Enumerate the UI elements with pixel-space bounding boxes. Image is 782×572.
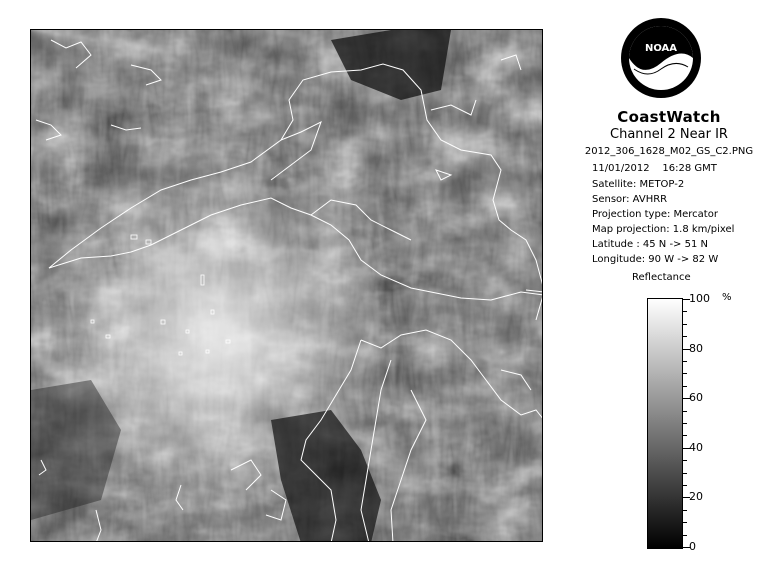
colorbar-tick-label: 0 xyxy=(689,540,696,553)
projection-type: Projection type: Mercator xyxy=(592,209,718,220)
colorbar-tick-label: 60 xyxy=(689,391,703,405)
colorbar-tick xyxy=(683,373,687,374)
colorbar-tick xyxy=(683,311,687,312)
colorbar-tick-label: 40 xyxy=(689,440,703,454)
colorbar-tick xyxy=(683,386,687,387)
satellite-label: Satellite: METOP-2 xyxy=(592,179,685,190)
colorbar-tick xyxy=(683,423,687,424)
colorbar-tick-label: 20 xyxy=(689,490,703,504)
legend-title: Reflectance xyxy=(632,272,691,283)
legend-unit: % xyxy=(722,292,732,303)
satellite-image xyxy=(30,29,543,542)
colorbar-tick xyxy=(683,361,687,362)
product-title: CoastWatch xyxy=(617,108,721,126)
sensor-label: Sensor: AVHRR xyxy=(592,194,668,205)
date-time-row xyxy=(592,163,717,174)
colorbar-tick xyxy=(683,485,687,486)
map-projection: Map projection: 1.8 km/pixel xyxy=(592,224,735,235)
colorbar-tick xyxy=(683,473,687,474)
acquisition-date: 11/01/2012 xyxy=(592,163,650,174)
colorbar-tick xyxy=(683,510,687,511)
latitude-range: Latitude : 45 N -> 51 N xyxy=(592,239,708,250)
colorbar-tick xyxy=(683,535,687,536)
colorbar-tick xyxy=(683,522,687,523)
logo-text: NOAA xyxy=(644,43,678,54)
colorbar-tick-label: 100 xyxy=(689,292,710,305)
colorbar-tick xyxy=(683,435,687,436)
file-name: 2012_306_1628_M02_GS_C2.PNG xyxy=(584,146,754,157)
satellite-image-svg xyxy=(31,30,543,542)
reflectance-colorbar xyxy=(647,298,683,549)
colorbar-tick xyxy=(683,460,687,461)
colorbar-tick xyxy=(683,411,687,412)
longitude-range: Longitude: 90 W -> 82 W xyxy=(592,254,719,265)
acquisition-time: 16:28 GMT xyxy=(662,163,717,174)
colorbar-tick xyxy=(683,324,687,325)
noaa-seal-icon xyxy=(620,17,702,99)
colorbar-tick xyxy=(683,336,687,337)
colorbar-tick-label: 80 xyxy=(689,341,703,355)
channel-label: Channel 2 Near IR xyxy=(610,127,728,142)
